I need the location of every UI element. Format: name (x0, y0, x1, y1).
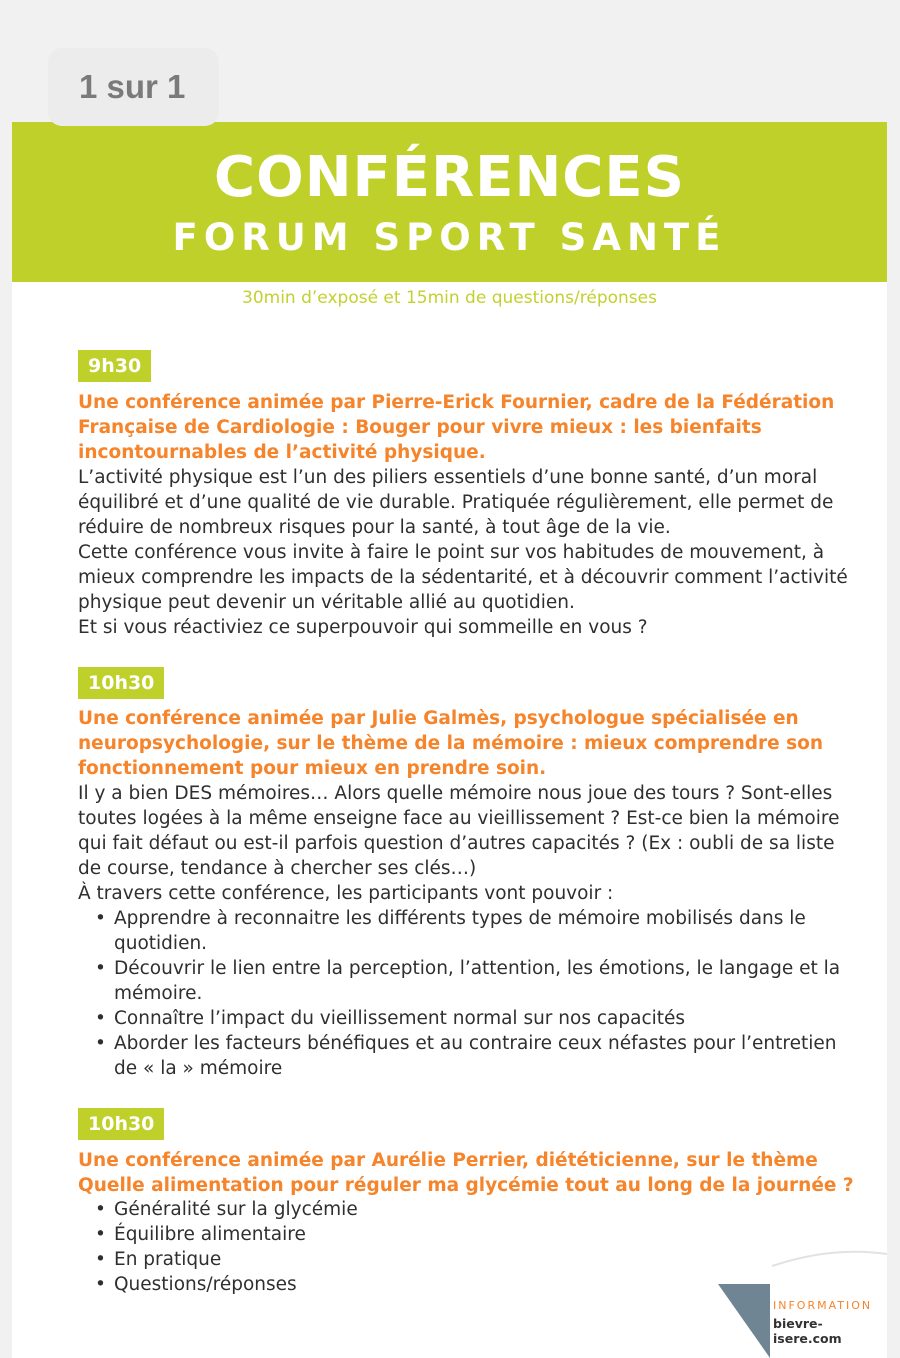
list-item: • Aborder les facteurs bénéfiques et au contraire ceux néfastes pour l’entretien de « la » mémoire (78, 1031, 858, 1081)
header-banner (12, 122, 887, 282)
banner-title: CONFÉRENCES (213, 145, 685, 210)
talk-title-2: Une conférence animée par Julie Galmès, psychologue spécialisée en neuropsychologie, sur le thème de la mémoire : mieux comprendre son fonctionnement pour mieux en prendre soin. (78, 708, 824, 779)
list-item: • Découvrir le lien entre la perception, l’attention, les émotions, le langage et la mémoire. (78, 956, 858, 1006)
list-item: • Équilibre alimentaire (78, 1222, 858, 1247)
page-indicator: 1 sur 1 (48, 48, 219, 126)
paragraph: Il y a bien DES mémoires… Alors quelle mémoire nous joue des tours ? Sont-elles toutes logées à la même enseigne face au vieillissement ? Est-ce bien la mémoire qui fait défaut ou est-il parfois question d’autres capacités ? (Ex : oubli de sa liste de course, tendance à chercher ses clés…) (78, 783, 840, 879)
footer-info-label: INFORMATION (773, 1299, 873, 1312)
talk-title-1: Une conférence animée par Pierre-Erick Fournier, cadre de la Fédération Française de Cardiologie : Bouger pour vivre mieux : les bienfaits incontournables de l’activité physique. (78, 392, 835, 463)
talk-description-2 (78, 781, 858, 1081)
list-item: • Questions/réponses (78, 1272, 858, 1297)
bullet-list (78, 906, 858, 1081)
list-item: • Généralité sur la glycémie (78, 1197, 858, 1222)
time-badge-3: 10h30 (78, 1108, 164, 1140)
paragraph: Cette conférence vous invite à faire le point sur vos habitudes de mouvement, à mieux comprendre les impacts de la sédentarité, et à découvrir comment l’activité physique peut devenir un véritable allié au quotidien. (78, 542, 848, 613)
document-page (12, 122, 887, 1358)
paragraph: À travers cette conférence, les participants vont pouvoir : (78, 883, 614, 904)
intro-text: 30min d’exposé et 15min de questions/réponses (242, 288, 657, 308)
list-item: • En pratique (78, 1247, 858, 1272)
list-item: • Apprendre à reconnaitre les différents types de mémoire mobilisés dans le quotidien. (78, 906, 858, 956)
time-badge-2: 10h30 (78, 667, 164, 699)
banner-subtitle: FORUM SPORT SANTÉ (172, 216, 727, 259)
list-item: • Connaître l’impact du vieillissement normal sur nos capacités (78, 1006, 858, 1031)
footer-website: bievre-isere.com (773, 1316, 842, 1346)
talk-title-3: Une conférence animée par Aurélie Perrier, diététicienne, sur le thème Quelle alimentation pour réguler ma glycémie tout au long de la journée ? (78, 1150, 854, 1196)
paragraph: L’activité physique est l’un des piliers essentiels d’une bonne santé, d’un moral équilibré et d’une qualité de vie durable. Pratiquée régulièrement, elle permet de réduire de nombreux risques pour la santé, à tout âge de la vie. (78, 467, 834, 538)
time-badge-1: 9h30 (78, 350, 151, 382)
paragraph: Et si vous réactiviez ce superpouvoir qui sommeille en vous ? (78, 617, 648, 638)
talk-description-1 (78, 465, 858, 640)
